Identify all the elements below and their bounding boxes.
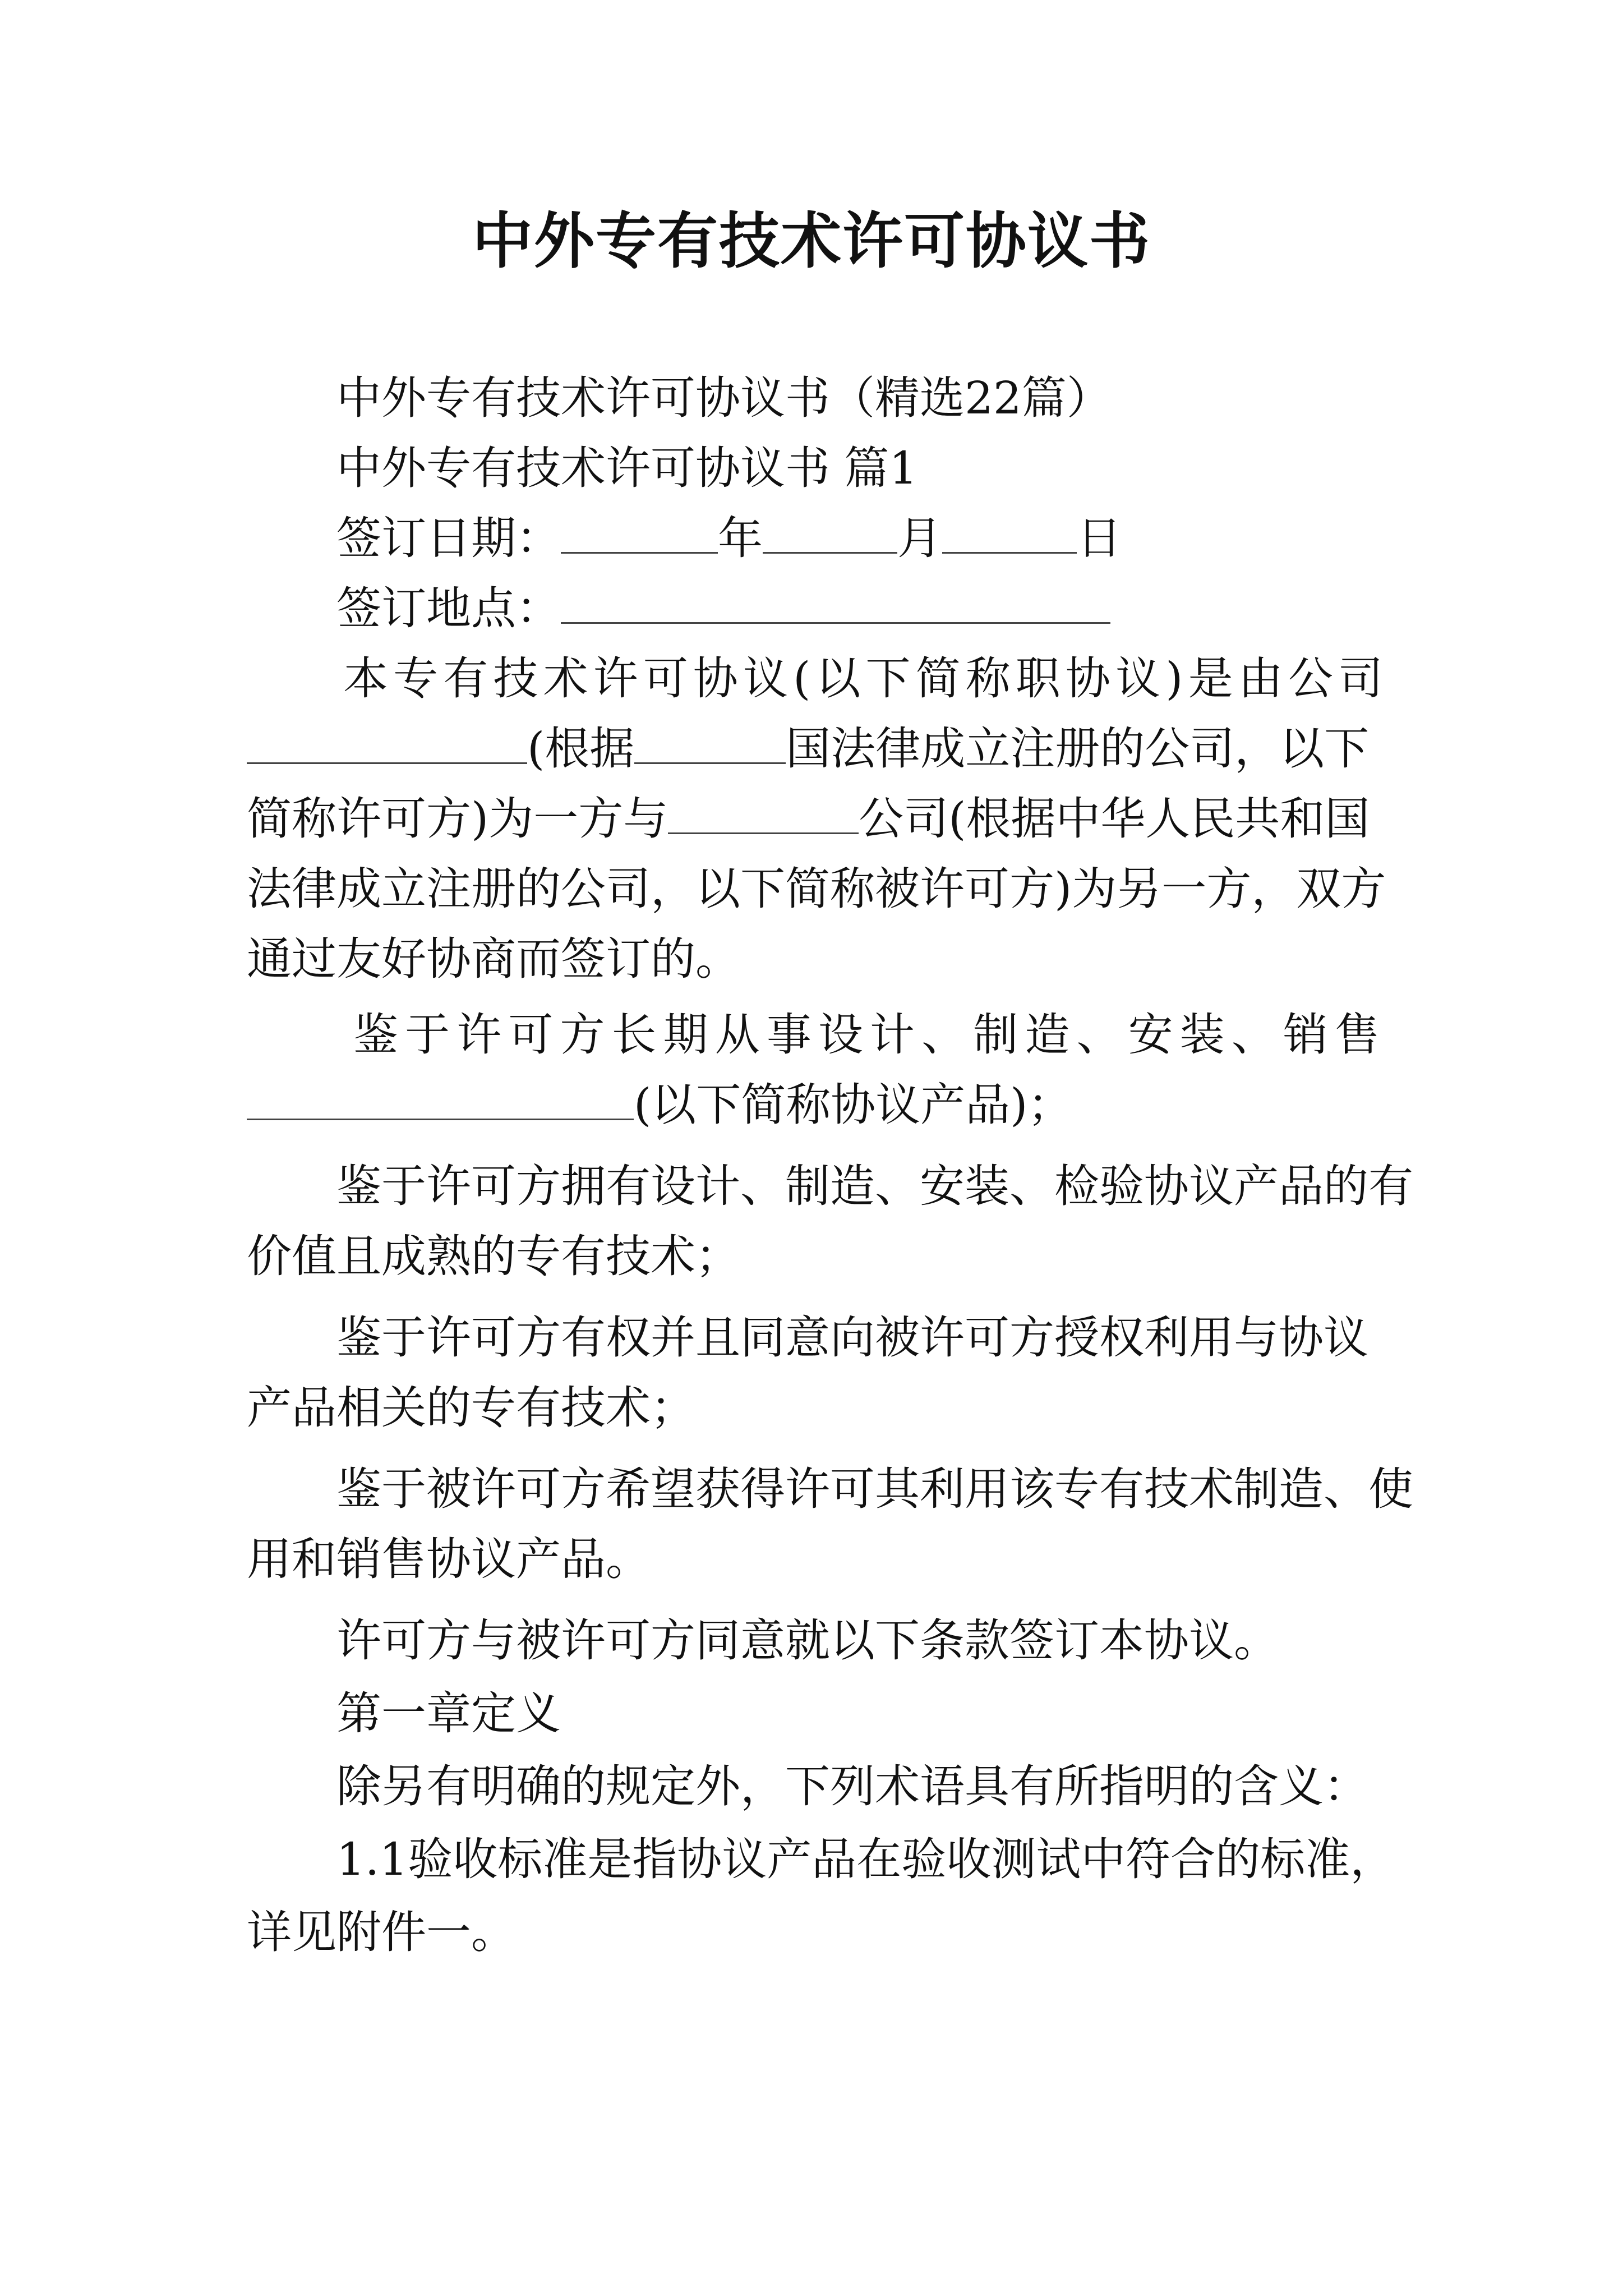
paragraph-1-line-2 xyxy=(247,718,1369,780)
country-blank xyxy=(634,726,786,764)
document-subtitle: 中外专有技术许可协议书（精选22篇） xyxy=(336,372,1112,424)
licensee-blank xyxy=(668,797,859,834)
paragraph-1-text-3a: 简称许可方)为一方与 xyxy=(247,793,668,845)
place-blank xyxy=(561,586,1110,624)
paragraph-1-line-3 xyxy=(247,788,1370,850)
paragraph-1-text-2b: 国法律成立注册的公司，以下 xyxy=(786,723,1370,775)
year-blank xyxy=(561,516,718,554)
paragraph-2-line-1: 鉴于许可方长期从事设计、制造、安装、销售 xyxy=(353,1009,1383,1061)
month-blank xyxy=(763,516,897,554)
paragraph-4-line-1: 鉴于许可方有权并且同意向被许可方授权利用与协议 xyxy=(336,1312,1368,1364)
paragraph-5-line-2: 用和销售协议产品。 xyxy=(247,1533,651,1585)
document-title: 中外专有技术许可协议书 xyxy=(472,206,1151,277)
company-blank xyxy=(247,726,527,764)
paragraph-6: 许可方与被许可方同意就以下条款签订本协议。 xyxy=(336,1614,1279,1667)
paragraph-5-line-1: 鉴于被许可方希望获得许可其利用该专有技术制造、使 xyxy=(336,1463,1413,1515)
paragraph-1-text-2a: (根据 xyxy=(527,723,635,775)
sign-date-line xyxy=(336,508,1122,569)
sign-date-label: 签订日期： xyxy=(336,512,561,564)
chapter-1-heading: 第一章定义 xyxy=(336,1687,561,1740)
sign-place-line xyxy=(336,578,1110,639)
product-blank xyxy=(247,1083,634,1120)
year-label: 年 xyxy=(718,512,763,564)
paragraph-2-text-2: (以下简称协议产品)； xyxy=(634,1079,1073,1131)
paragraph-3-line-2: 价值且成熟的专有技术； xyxy=(247,1230,740,1282)
day-label: 日 xyxy=(1077,512,1122,564)
month-label: 月 xyxy=(897,512,942,564)
clause-1-1-line-2: 详见附件一。 xyxy=(247,1906,516,1958)
paragraph-1-line-1: 本专有技术许可协议(以下简称职协议)是由公司 xyxy=(343,652,1383,705)
paragraph-1-line-4: 法律成立注册的公司，以下简称被许可方)为另一方，双方 xyxy=(247,863,1386,915)
section-heading: 中外专有技术许可协议书 篇1 xyxy=(336,442,918,494)
paragraph-1-text-3b: 公司(根据中华人民共和国 xyxy=(859,793,1370,845)
paragraph-1-line-5: 通过友好协商而签订的。 xyxy=(247,933,740,985)
paragraph-4-line-2: 产品相关的专有技术； xyxy=(247,1382,695,1434)
paragraph-3-line-1: 鉴于许可方拥有设计、制造、安装、检验协议产品的有 xyxy=(336,1160,1413,1212)
clause-1-1-line-1: 1.1验收标准是指协议产品在验收测试中符合的标准， xyxy=(336,1833,1395,1885)
paragraph-7: 除另有明确的规定外，下列术语具有所指明的含义： xyxy=(336,1760,1368,1812)
day-blank xyxy=(942,516,1077,554)
paragraph-2-line-2 xyxy=(247,1074,1072,1136)
sign-place-label: 签订地点： xyxy=(336,582,561,634)
